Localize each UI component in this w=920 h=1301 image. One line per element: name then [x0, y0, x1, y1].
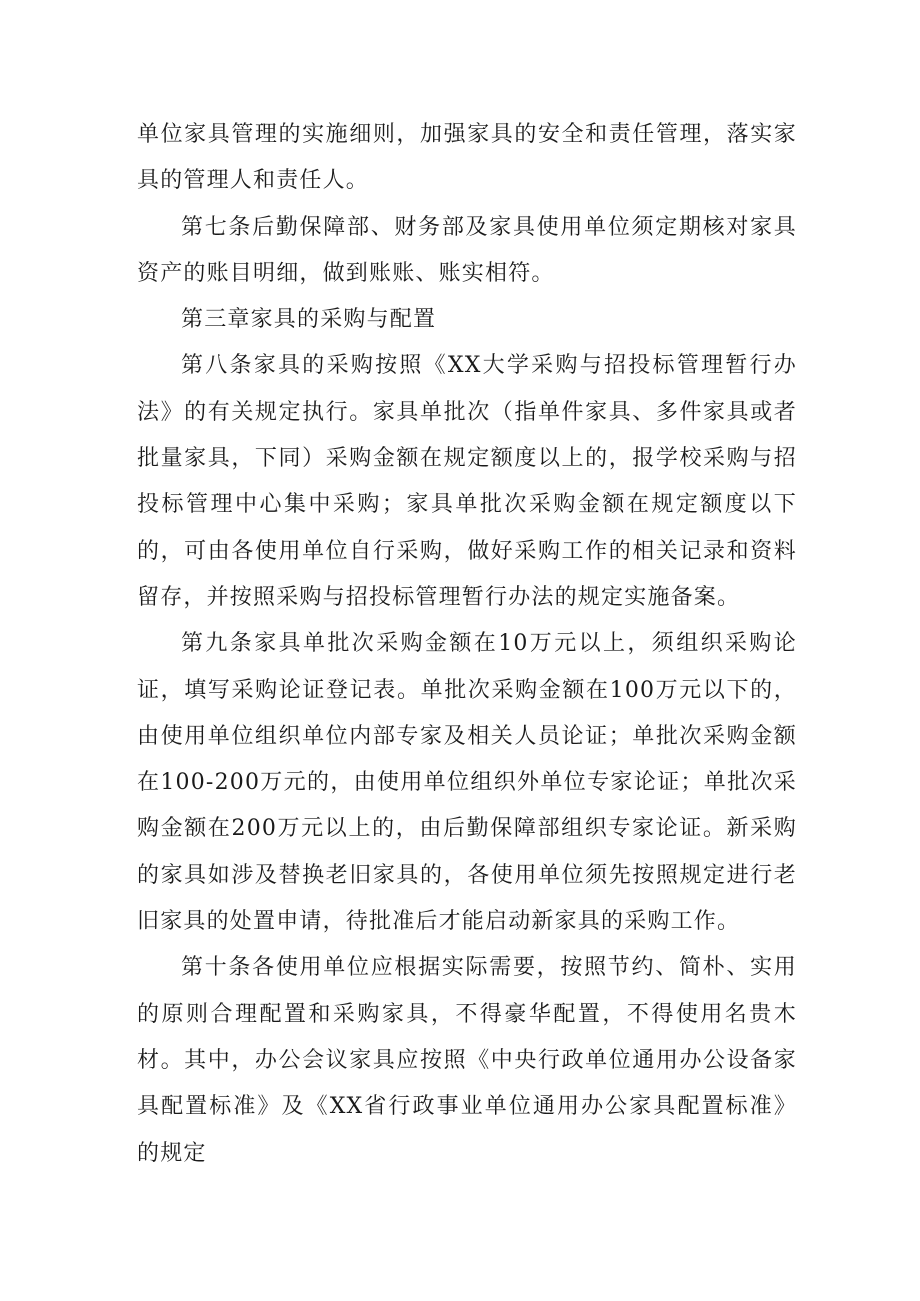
paragraph-article-7: 第七条后勤保障部、财务部及家具使用单位须定期核对家具资产的账目明细，做到账账、账实相符。	[137, 214, 797, 286]
paragraph-continuation: 单位家具管理的实施细则，加强家具的安全和责任管理，落实家具的管理人和责任人。	[137, 122, 797, 194]
document-body	[137, 112, 797, 1177]
paragraph-article-9: 第九条家具单批次采购金额在10万元以上，须组织采购论证，填写采购论证登记表。单批次采购金额在100万元以下的，由使用单位组织单位内部专家及相关人员论证；单批次采购金额在100-200万元的，由使用单位组织外单位专家论证；单批次采购金额在200万元以上的，由后勤保障部组织专家论证。新采购的家具如涉及替换老旧家具的，各使用单位须先按照规定进行老旧家具的处置申请，待批准后才能启动新家具的采购工作。	[137, 631, 797, 935]
chapter-heading: 第三章家具的采购与配置	[181, 307, 437, 333]
paragraph-article-10: 第十条各使用单位应根据实际需要，按照节约、简朴、实用的原则合理配置和采购家具，不得豪华配置，不得使用名贵木材。其中，办公会议家具应按照《中央行政单位通用办公设备家具配置标准》及《XX省行政事业单位通用办公家具配置标准》的规定	[137, 955, 797, 1166]
paragraph-article-8: 第八条家具的采购按照《XX大学采购与招投标管理暂行办法》的有关规定执行。家具单批次（指单件家具、多件家具或者批量家具，下同）采购金额在规定额度以上的，报学校采购与招投标管理中心集中采购；家具单批次采购金额在规定额度以下的，可由各使用单位自行采购，做好采购工作的相关记录和资料留存，并按照采购与招投标管理暂行办法的规定实施备案。	[137, 353, 797, 610]
